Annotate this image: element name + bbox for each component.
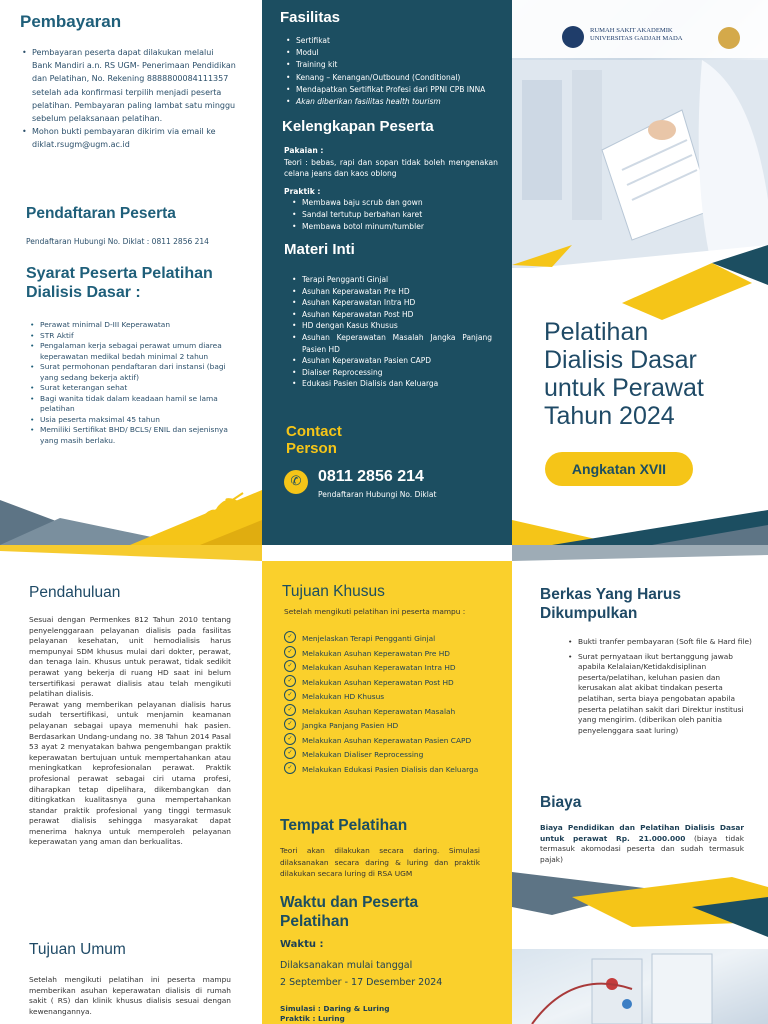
- payment-title: Pembayaran: [20, 12, 122, 31]
- material-item: • Asuhan Keperawatan Pasien CAPD: [292, 355, 492, 367]
- practice-item: • Membawa baju scrub dan gown: [292, 197, 498, 209]
- intro-title: Pendahuluan: [29, 584, 121, 601]
- requirements-list: [30, 320, 245, 446]
- panel-facilities: [262, 0, 512, 545]
- panel-introduction: [0, 561, 262, 1024]
- hospital-name-line2: UNIVERSITAS GADJAH MADA: [590, 35, 683, 43]
- intro-paragraph-1: Sesuai dengan Permenkes 812 Tahun 2010 tentang penyelenggaraan pelayanan dialisis pada fasilitas pelayanan kesehatan, unit hemodialisis harus mempunyai SDM khusus mulai dari dokter, perawat, dan tenaga lain. Khusus untuk perawat, tidak sedikit perawat yang bekerja di ruang HD saat ini belum tersertifikasi perawat dialisis atau telah mengikuti pelatihan dialisis.: [29, 615, 231, 699]
- specific-goal-item: ✓ Melakukan Asuhan Keperawatan Pre HD: [284, 647, 504, 662]
- requirement-item: • Pengalaman kerja sebagai perawat umum diarea keperawatan medikal bedah minimal 2 tahun: [30, 341, 245, 362]
- panel-documents-cost: [512, 561, 768, 1024]
- payment-list: [22, 46, 236, 152]
- practice-item: • Sandal tertutup berbahan karet: [292, 209, 498, 221]
- facility-item: • Kenang – Kenangan/Outbound (Conditional): [286, 72, 506, 84]
- contact-phone-note: Pendaftaran Hubungi No. Diklat: [318, 490, 437, 499]
- specific-goal-item: ✓ Melakukan Dialiser Reprocessing: [284, 748, 504, 763]
- facility-item: • Training kit: [286, 59, 506, 71]
- specific-goal-item: ✓ Melakukan HD Khusus: [284, 690, 504, 705]
- documents-title: Berkas Yang Harus Dikumpulkan: [540, 586, 682, 622]
- material-item: • Asuhan Keperawatan Masalah Jangka Panjang Pasien HD: [292, 332, 492, 355]
- intro-paragraph-2: Perawat yang memberikan pelayanan dialisis harus sudah tersertifikasi, untuk menjamin keamanan pelayanan sebagai upaya memenuhi hak pasien. Berdasarkan Undang-undang no. 38 Tahun 2014 Pasal 53 ayat 2 menyatakan bahwa pengembangan praktik keperawatan bertujuan untuk mempertahankan atau meningkatkan keprofesionalan perawat. Praktik profesional perawat sebagai ciri utama profesi, diharapkan tetap dipelihara, dikembangkan dan ditingkatkan kualitasnya guna mempertahankan standar praktik profesional yang tinggi termasuk perawat dialisis sehingga masyarakat dapat menerima haknya untuk memperoleh pelayanan keperawatan yang aman dan berkualitas.: [29, 699, 231, 847]
- specific-goal-item: ✓ Melakukan Asuhan Keperawatan Intra HD: [284, 661, 504, 676]
- decorative-bottom-shape: [512, 510, 768, 545]
- panel-cover: [512, 0, 768, 545]
- facility-item: • Sertifikat: [286, 35, 506, 47]
- time-line-2: 2 September - 17 Desember 2024: [280, 977, 443, 988]
- material-item: • HD dengan Kasus Khusus: [292, 320, 492, 332]
- panel-payment-registration: [0, 0, 262, 545]
- dialysis-machine-photo: [512, 949, 768, 1024]
- facilities-title: Fasilitas: [280, 9, 341, 26]
- registration-text: Pendaftaran Hubungi No. Diklat : 0811 2856 214: [26, 237, 209, 246]
- cover-title-line2: Dialisis Dasar: [544, 346, 697, 374]
- panel-specific-goals: [262, 561, 512, 1024]
- equipment-title: Kelengkapan Peserta: [282, 118, 434, 135]
- accreditation-logo-icon: [718, 27, 740, 49]
- practice-item: • Membawa botol minum/tumbler: [292, 221, 498, 233]
- material-item: • Dialiser Reprocessing: [292, 367, 492, 379]
- leaf-branch-icon: [178, 488, 248, 538]
- place-text: Teori akan dilakukan secara daring. Simulasi dilaksanakan secara daring & luring dan praktik dilakukan secara luring di RSA UGM: [280, 846, 480, 878]
- clothing-label: Pakaian :: [284, 146, 324, 155]
- photo-illustration: [512, 949, 768, 1024]
- payment-item: • Mohon bukti pembayaran dikirim via email ke diklat.rsugm@ugm.ac.id: [22, 125, 236, 151]
- requirement-item: • Surat permohonan pendaftaran dari instansi (bagi yang sedang bekerja aktif): [30, 362, 245, 383]
- time-line-1: Dilaksanakan mulai tanggal: [280, 960, 413, 971]
- intro-text: [29, 615, 231, 848]
- place-title: Tempat Pelatihan: [280, 817, 408, 834]
- contact-phone[interactable]: 0811 2856 214: [318, 468, 424, 485]
- specific-goal-subtitle: Setelah mengikuti pelatihan ini peserta mampu :: [284, 607, 466, 616]
- material-item: • Asuhan Keperawatan Intra HD: [292, 297, 492, 309]
- materials-title: Materi Inti: [284, 241, 355, 258]
- cost-amount: Biaya Pendidikan dan Pelatihan Dialisis Dasar untuk perawat Rp. 21.000.000: [540, 823, 744, 843]
- specific-goal-item: ✓ Melakukan Asuhan Keperawatan Post HD: [284, 676, 504, 691]
- facility-item: • Akan diberikan fasilitas health tourism: [286, 96, 506, 108]
- practice-label: Praktik :: [284, 186, 321, 196]
- hospital-name-line1: RUMAH SAKIT AKADEMIK: [590, 27, 673, 34]
- facility-item: • Modul: [286, 47, 506, 59]
- requirement-item: • Bagi wanita tidak dalam keadaan hamil se lama pelatihan: [30, 394, 245, 415]
- cost-note: (biaya tidak termasuk akomodasi peserta dan sudah termasuk pajak): [540, 833, 745, 864]
- ugm-logo-icon: [562, 26, 584, 48]
- payment-item: • Pembayaran peserta dapat dilakukan melalui Bank Mandiri a.n. RS UGM- Penerimaan Pendidikan dan Pelatihan, No. Rekening 8888800084111357 setelah ada konfirmasi terpilih menjadi peserta pelatihan. Pembayaran paling lambat satu minggu sebelum pelaksanaan pelatihan.: [22, 46, 236, 125]
- general-goal-text: Setelah mengikuti pelatihan ini peserta mampu memberikan asuhan keperawatan dialisis di rumah sakit ( RS) dan klinik khusus dialisis sesuai dengan kewenangannya.: [29, 975, 231, 1016]
- decorative-diagonal-shapes: [512, 245, 768, 320]
- hospital-name: [590, 27, 683, 44]
- time-label: Waktu :: [280, 939, 324, 950]
- specific-goal-item: ✓ Jangka Panjang Pasien HD: [284, 719, 504, 734]
- phone-icon: ✆: [284, 470, 308, 494]
- specific-goal-item: ✓ Melakukan Edukasi Pasien Dialisis dan Keluarga: [284, 763, 504, 778]
- separator-shape: [0, 545, 768, 561]
- specific-goal-item: ✓ Melakukan Asuhan Keperawatan Masalah: [284, 705, 504, 720]
- material-item: • Edukasi Pasien Dialisis dan Keluarga: [292, 378, 492, 390]
- materials-list: [292, 274, 492, 390]
- cost-text: [540, 823, 744, 865]
- fold-separator: [0, 545, 768, 561]
- cover-title: [544, 318, 766, 430]
- registration-title: Pendaftaran Peserta: [26, 205, 176, 222]
- batch-badge: Angkatan XVII: [545, 452, 693, 486]
- practice-mode: Praktik : Luring: [280, 1014, 345, 1023]
- specific-goal-item: ✓ Menjelaskan Terapi Pengganti Ginjal: [284, 632, 504, 647]
- requirement-item: • Usia peserta maksimal 45 tahun: [30, 415, 245, 426]
- clothing-text: Teori : bebas, rapi dan sopan tidak boleh mengenakan celana jeans dan kaos oblong: [284, 157, 498, 179]
- simulation-mode: Simulasi : Daring & Luring: [280, 1004, 390, 1013]
- practice-list: [284, 197, 498, 232]
- cover-title-line4: Tahun 2024: [544, 402, 675, 430]
- documents-list: [568, 637, 754, 740]
- cover-title-line3: untuk Perawat: [544, 374, 704, 402]
- requirements-title: Syarat Peserta Pelatihan Dialisis Dasar :: [26, 265, 213, 301]
- document-item: • Surat pernyataan ikut bertanggung jawab apabila Kelalaian/Ketidakdisiplinan peserta/pelatihan, keluhan pasien dan kerusakan alat akibat tindakan peserta pelatihan, serta biaya pengobatan apabila peserta pelatihan sakit dari Direktur institusi yang mengirim. (diberikan oleh panitia penyelenggara saat luring): [568, 652, 754, 737]
- mode-text: [280, 1004, 390, 1024]
- time-text: [280, 957, 442, 991]
- facility-item: • Mendapatkan Sertifikat Profesi dari PPNI CPB INNA: [286, 84, 506, 96]
- material-item: • Asuhan Keperawatan Post HD: [292, 309, 492, 321]
- equipment-section: [284, 145, 498, 232]
- general-goal-title: Tujuan Umum: [29, 941, 126, 958]
- contact-title: [286, 423, 342, 457]
- requirement-item: • Memiliki Sertifikat BHD/ BCLS/ ENIL dan sejenisnya yang masih berlaku.: [30, 425, 245, 446]
- decorative-diagonal-shapes-bottom: [512, 867, 768, 957]
- requirement-item: • Perawat minimal D-III Keperawatan: [30, 320, 245, 331]
- material-item: • Terapi Pengganti Ginjal: [292, 274, 492, 286]
- requirement-item: • STR Aktif: [30, 331, 245, 342]
- contact-title-line1: Contact: [286, 423, 342, 440]
- specific-goal-title: Tujuan Khusus: [282, 583, 385, 600]
- specific-goal-list: [284, 632, 504, 777]
- time-title: Waktu dan Peserta Pelatihan: [280, 894, 419, 930]
- contact-title-line2: Person: [286, 440, 337, 457]
- document-item: • Bukti tranfer pembayaran (Soft file & Hard file): [568, 637, 754, 648]
- specific-goal-item: ✓ Melakukan Asuhan Keperawatan Pasien CAPD: [284, 734, 504, 749]
- requirement-item: • Surat keterangan sehat: [30, 383, 245, 394]
- cover-title-line1: Pelatihan: [544, 318, 649, 346]
- material-item: • Asuhan Keperawatan Pre HD: [292, 286, 492, 298]
- facilities-list: [286, 35, 506, 108]
- cost-title: Biaya: [540, 794, 582, 811]
